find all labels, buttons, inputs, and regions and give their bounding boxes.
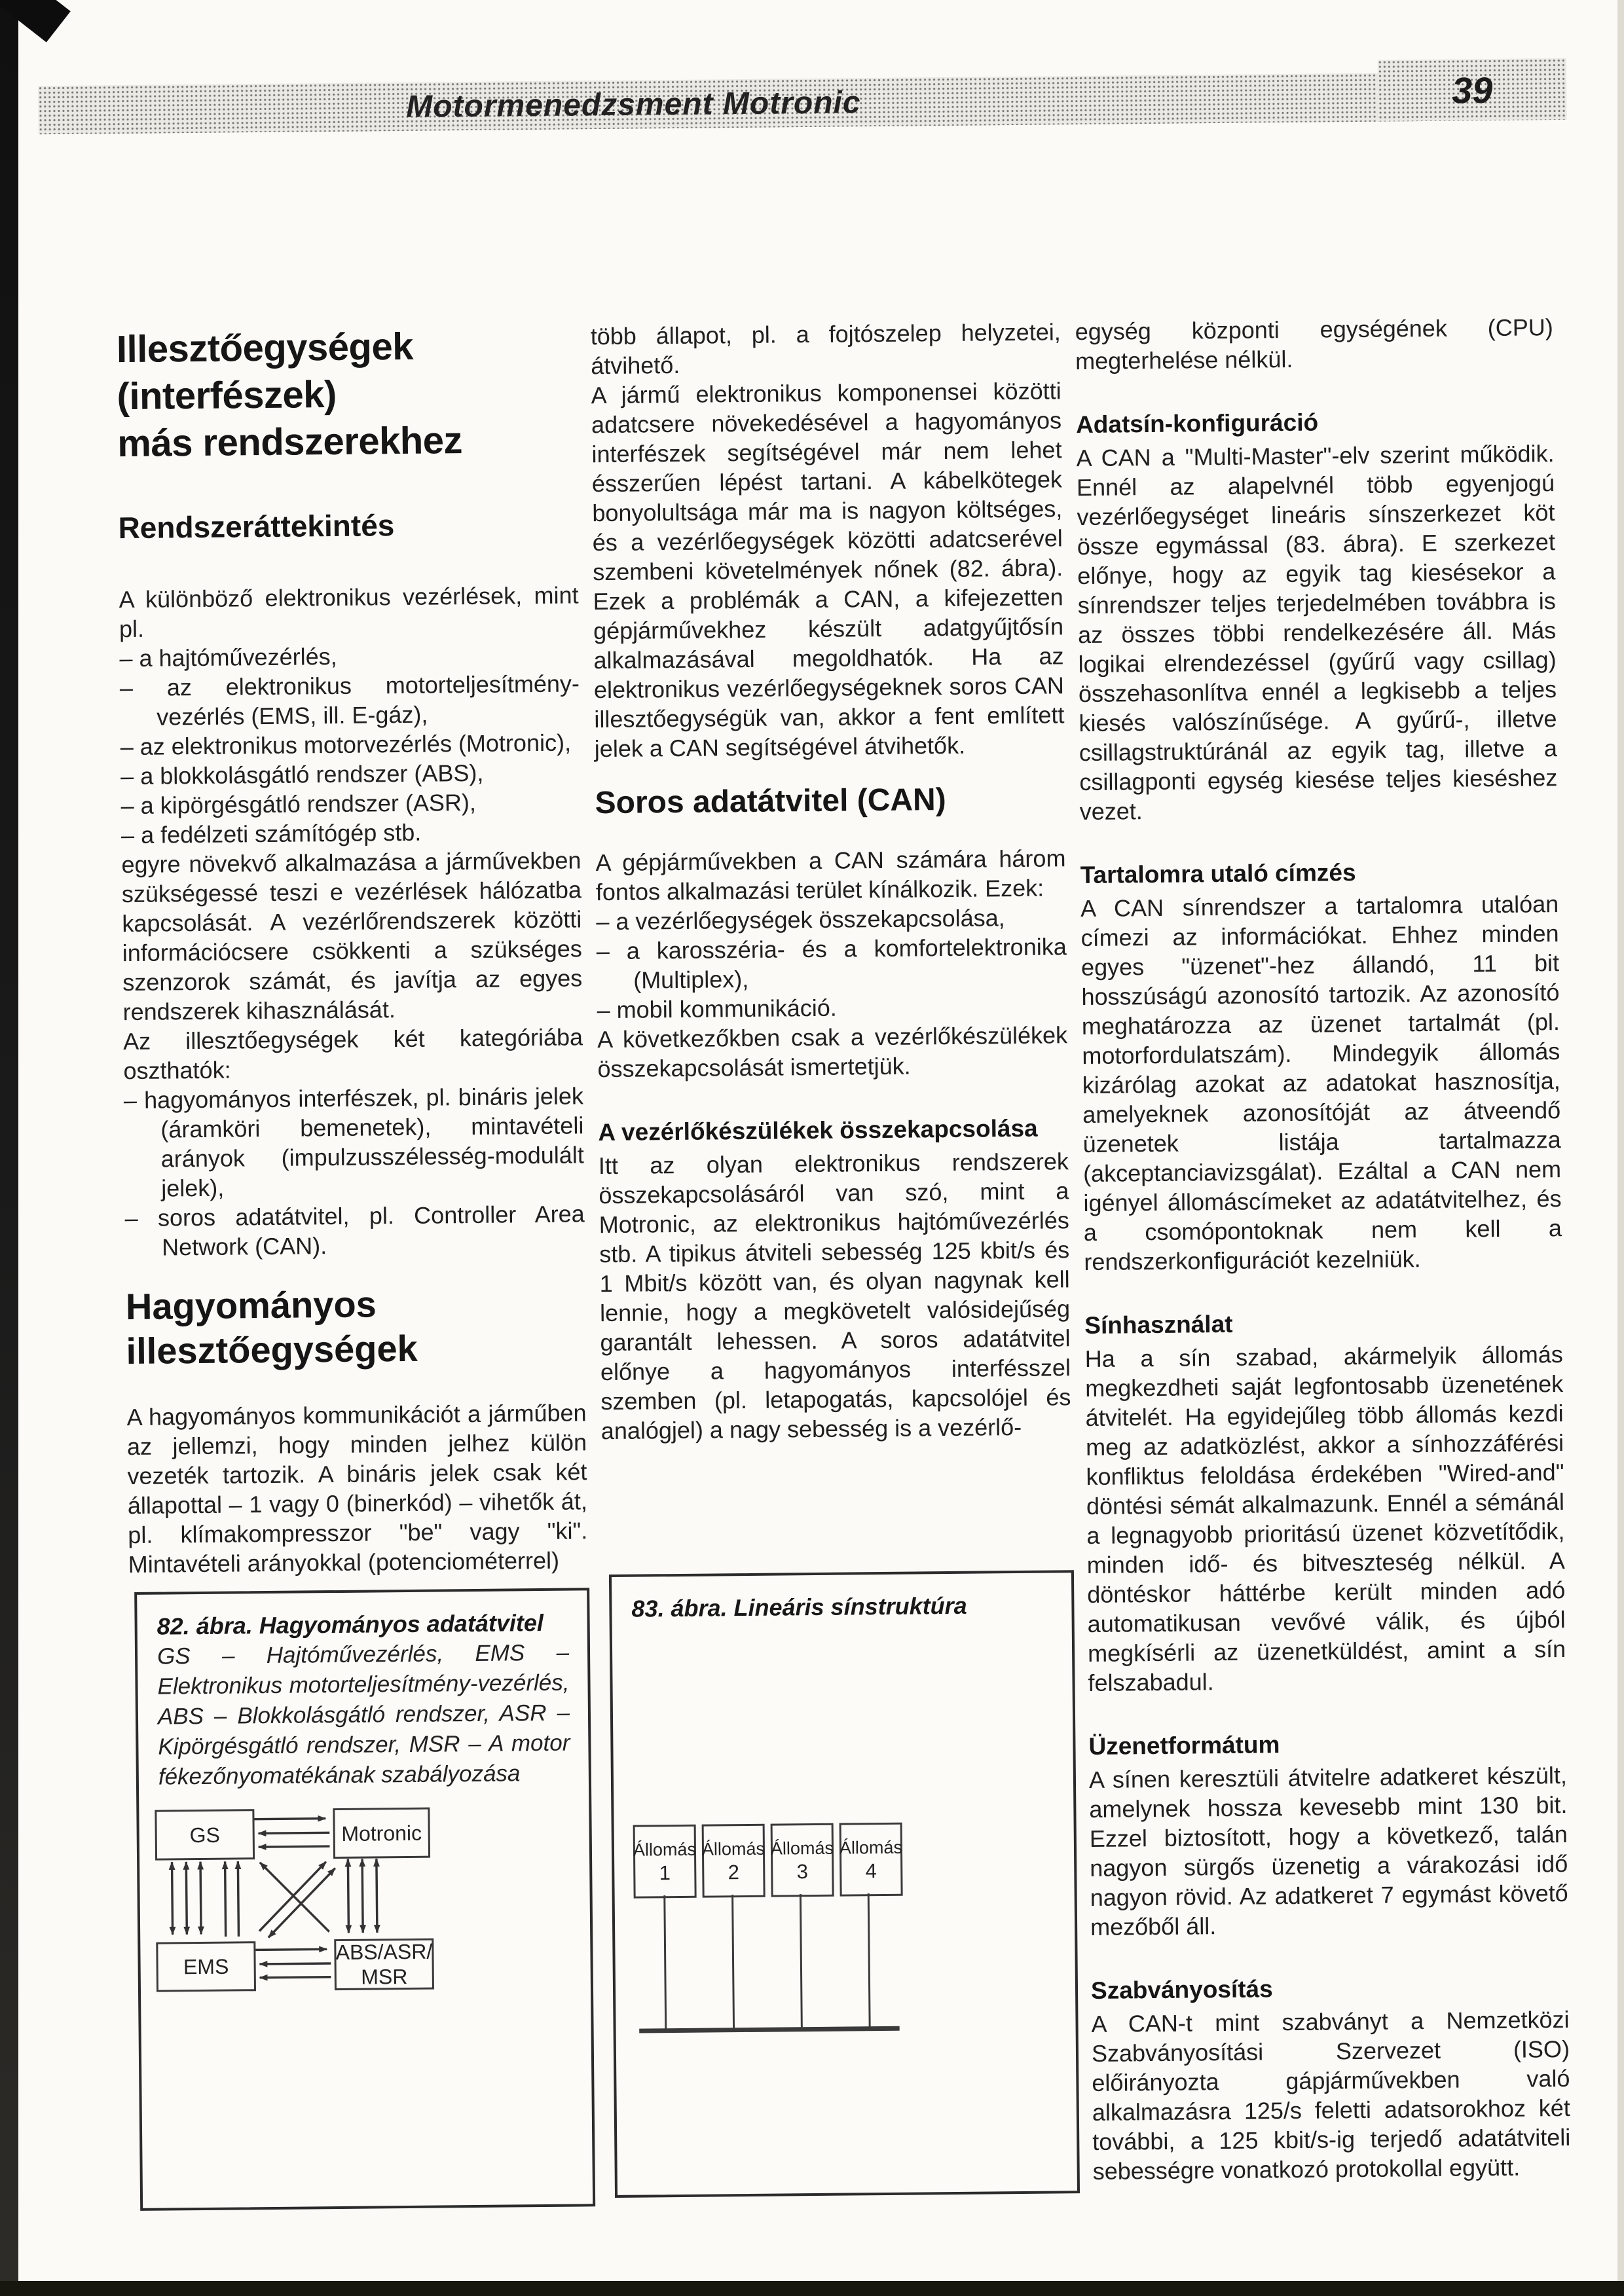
subheading-tartalomra-utalo-cimzes: Tartalomra utaló címzés xyxy=(1080,859,1356,889)
paragraph: Itt az olyan elektronikus rendszerek összekapcsolásáról van szó, mint a Motronic, az elektronikus hajtóművezérlés stb. A tipikus átviteli sebesség 125 kbit/s és 1 Mbit/s között van, és olyan nagynak kell lennie, hogy a megkövetelt valósidejűség garantált lehessen. A soros adatátvitel előnye a hagyományos interfésszel szemben (pl. letapogatás, kapcsolójel és analógjel) a nagy sebesség is a vezérlő- xyxy=(598,1148,1071,1445)
scan-edge-bottom xyxy=(0,2281,1624,2296)
paragraph: Az illesztőegységek két kategóriába oszthatók: xyxy=(122,1023,583,1085)
paragraph: A hagyományos kommunikációt a járműben az jellemzi, hogy minden jelhez külön vezeték tartozik. A bináris jelek csak két állapottal – 1 vagy 0 (binerkód) – vihetők át, pl. klímakompresszor "be" vagy "ki". Mintavételi arányokkal (potenciométerrel) xyxy=(126,1399,588,1578)
paragraph: egyre növekvő alkalmazása a járművekben szükségessé teszi e vezérlések hálózatba kapcsolását. A vezérlőrendszerek közötti információcsere csökkenti a szükséges szenzorok számát, és javítja az egyes rendszerek kihasználását. xyxy=(121,847,583,1026)
station-3-label: Állomás xyxy=(770,1838,834,1859)
paragraph: egység központi egységének (CPU) megterhelése nélkül. xyxy=(1075,314,1553,375)
list-item: – az elektronikus motorvezérlés (Motronic), xyxy=(120,729,572,761)
list-item: – a fedélzeti számítógép stb. xyxy=(120,818,422,849)
subheading-uzenetformatum: Üzenetformátum xyxy=(1088,1731,1280,1760)
station-1-label: Állomás xyxy=(633,1839,697,1860)
paragraph: A CAN-t mint szabványt a Nemzetközi Szabványosítási Szervezet (ISO) előirányozta gápjárművekben való alkalmazásra 125/s feletti adatsorokhoz két további, a 125 kbit/s-ig terjedő adatátviteli sebességre vonatkozó protokollal együtt. xyxy=(1091,2005,1571,2185)
station-4-number: 4 xyxy=(865,1859,877,1883)
subheading-adatsin-konfiguracio: Adatsín-konfiguráció xyxy=(1075,409,1319,439)
subheading-sinhasznalat: Sínhasználat xyxy=(1084,1310,1233,1339)
scan-edge-right xyxy=(1617,0,1624,2281)
column-left xyxy=(117,321,588,1579)
page-number: 39 xyxy=(1451,69,1493,111)
page-header-title: Motormenedzsment Motronic xyxy=(405,84,861,124)
paragraph: A gépjárművekben a CAN számára három fontos alkalmazási terület kínálkozik. Ezek: xyxy=(595,845,1066,906)
node-gs-label: GS xyxy=(189,1823,220,1847)
station-4-label: Állomás xyxy=(839,1837,903,1858)
paragraph: A jármű elektronikus komponensei közötti adatcsere növekedésével a hagyományos interfészek segítségével már nem lehet ésszerűen lépést tartani. A kábelkötegek bonyolultsága már ma is nagyon költséges, és a vezérlőegységek közötti adatcserével szembeni követelmények nőnek (82. ábra). Ezek a problémák a CAN, a kifejezetten gépjárművekhez készült adatgyűjtősín alkalmazásával megoldhatók. Ha az elektronikus vezérlőegységeknek soros CAN illesztőegységük van, akkor a fent említett jelek a CAN segítségével átvihetők. xyxy=(591,377,1065,763)
paragraph: A sínen keresztüli átvitelre adatkeret készült, amelynek hossza kevesebb mint 130 bit. Ezzel biztosított, hogy a következő, talán nagyon sürgős üzenetig a várakozási idő nagyon rövid. Az adatkeret 7 egymást követő mezőből áll. xyxy=(1088,1761,1568,1941)
section-heading-hagyomanyos: Hagyományos illesztőegységek xyxy=(125,1283,418,1372)
node-abs-label-line1: ABS/ASR/ xyxy=(335,1939,433,1965)
list-item: – mobil kommunikáció. xyxy=(597,994,837,1024)
station-1-number: 1 xyxy=(659,1861,671,1885)
node-motronic-label: Motronic xyxy=(341,1821,422,1846)
station-2-number: 2 xyxy=(728,1861,740,1884)
station-2 xyxy=(702,1824,766,1898)
paragraph: A CAN a "Multi-Master"-elv szerint működik. Ennél az alapelvnél több egyenjogú vezérlőegységet lineáris sínszerkezet köt össze egymással (83. ábra). E szerkezet előnye, hogy az egyik tag kiesésekor a sínrendszer teljes terjedelmében továbbra is az összes többi rendelkezésére áll. Más logikai elrendezéssel (gyűrű vagy csillag) összehasonlítva ennél a legkisebb a teljes kiesés valószínűsége. A gyűrű-, illetve csillagstruktúránál az egyik tag, illetve a csillagponti egység kiesése teljes kieséshez vezet. xyxy=(1076,440,1558,826)
article-title: Illesztőegységek (interfészek) más rendszerekhez xyxy=(116,325,463,465)
list-item: – a blokkolásgátló rendszer (ABS), xyxy=(120,759,484,790)
list-item: – a kipörgésgátló rendszer (ASR), xyxy=(120,788,477,820)
page-number-badge xyxy=(1378,58,1567,122)
station-1 xyxy=(633,1825,697,1899)
node-ems-label: EMS xyxy=(183,1954,229,1979)
station-2-label: Állomás xyxy=(701,1838,766,1859)
node-abs-label-line2: MSR xyxy=(361,1964,408,1989)
node-abs-asr-msr xyxy=(334,1939,434,1990)
column-middle xyxy=(591,317,1071,1446)
station-3-number: 3 xyxy=(796,1860,809,1884)
figure-82-caption-title: 82. ábra. Hagyományos adatátvitel xyxy=(157,1609,544,1640)
column-right xyxy=(1075,312,1571,2186)
list-item: – a hajtóművezérlés, xyxy=(119,642,337,672)
subheading-szabvanyositas: Szabványosítás xyxy=(1090,1975,1273,2004)
paragraph: Ha a sín szabad, akármelyik állomás megkezdheti saját legfontosabb üzenetének átvitelét. Ha egyidejűleg több állomás kezdi meg az adatközlést, akkor a sínhozzáférési konfliktus feloldása érdekében "Wired-and" döntési sémát alkalmazunk. Ennél a sémánál a legnagyobb prioritású üzenet közvetítődik, minden idő- és bitveszteség nélkül. A döntéskor háttérbe került minden adó automatikusan vevővé válik, és újból megkísérli az üzenetküldést, amint a sín felszabadul. xyxy=(1084,1341,1566,1696)
figure-82-traditional-data-transfer xyxy=(134,1588,595,2211)
list-item: – a vezérlőegységek összekapcsolása, xyxy=(596,904,1005,936)
scan-edge-left xyxy=(0,0,18,2281)
list-item: – a karosszéria- és a komfortelektronika (Multiplex), xyxy=(596,933,1067,994)
station-4 xyxy=(840,1823,903,1897)
figure-83-caption-title: 83. ábra. Lineáris sínstruktúra xyxy=(631,1592,967,1622)
station-3 xyxy=(771,1823,834,1897)
node-motronic xyxy=(333,1808,430,1859)
node-gs xyxy=(155,1809,255,1860)
section-heading-rendszerattekintes: Rendszeráttekintés xyxy=(118,508,395,545)
subheading-vezerlokeszulekek: A vezérlőkészülékek összekapcsolása xyxy=(598,1114,1038,1146)
figure-82-arrow-diagram xyxy=(137,1590,593,2208)
list-item: – az elektronikus motorteljesítmény-vezérlés (EMS, ill. E-gáz), xyxy=(119,670,580,731)
section-heading-soros-can: Soros adatátvitel (CAN) xyxy=(595,782,946,821)
node-ems xyxy=(156,1941,256,1992)
list-item: – soros adatátvitel, pl. Controller Area Network (CAN). xyxy=(124,1200,585,1261)
paragraph: A következőkben csak a vezérlőkészülékek összekapcsolását ismertetjük. xyxy=(597,1021,1068,1083)
paragraph: több állapot, pl. a fojtószelep helyzetei, átvihető. xyxy=(590,318,1061,380)
figure-82-caption-body: GS – Hajtóművezérlés, EMS – Elektronikus motorteljesítmény-vezérlés, ABS – Blokkolásgátló rendszer, ASR – Kipörgésgátló rendszer, MSR – A motor fékezőnyomatékának szabályozása xyxy=(157,1639,570,1790)
header-band xyxy=(38,73,1426,134)
figure-83-linear-bus-structure xyxy=(609,1570,1080,2198)
list-item: – hagyományos interfészek, pl. bináris jelek (áramköri bemenetek), mintavételi arányok (impulzusszélesség-modulált jelek), xyxy=(123,1082,584,1202)
paragraph: A különböző elektronikus vezérlések, mint pl. xyxy=(119,581,579,643)
paragraph: A CAN sínrendszer a tartalomra utalóan címezi az információkat. Ehhez minden egyes "üzenet"-hez állandó, 11 bit hosszúságú azonosító tartozik. Az azonosító meghatározza az üzenet tartalmát (pl. motorfordulatszám). Mindegyik állomás kizárólag azokat az adatokat hasznosítja, amelyeknek azonosítóját az átveendő üzenetek listája tartalmazza (akceptanciavizsgálat). Ezáltal a CAN nem igényel állomáscímeket az adatátvitelhez, és a csomópontoknak nem kell a rendszerkonfigurációt kezelniük. xyxy=(1080,890,1562,1276)
